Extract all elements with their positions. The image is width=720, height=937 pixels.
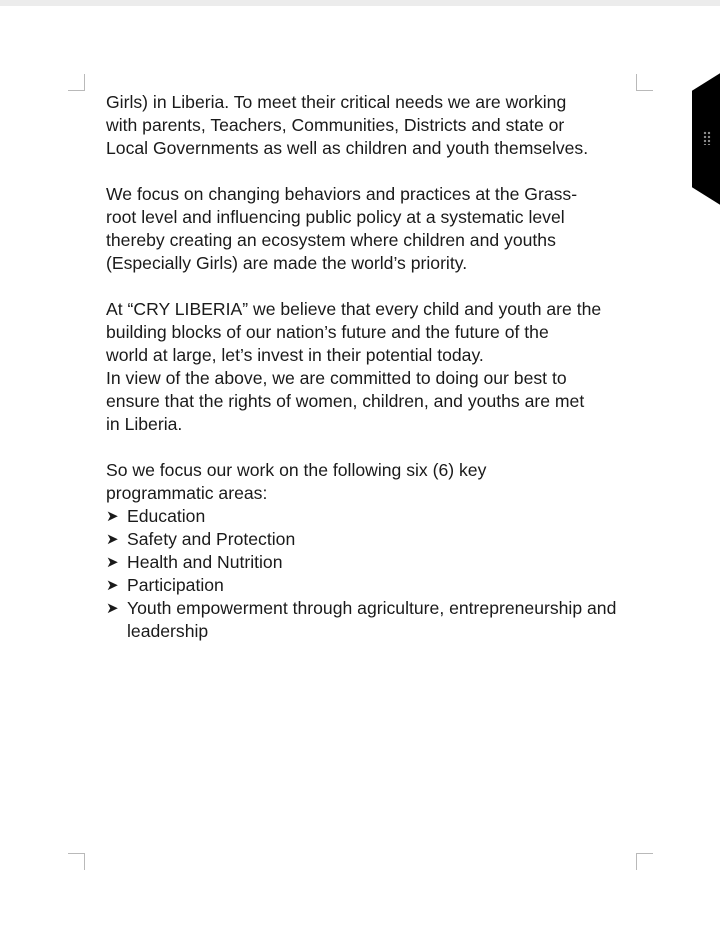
margin-corner-mark-bottom-left (68, 853, 85, 870)
text-line: building blocks of our nation’s future and the future of the (106, 322, 549, 342)
list-item (106, 551, 636, 574)
list-item-text: Health and Nutrition (127, 552, 283, 572)
text-line: We focus on changing behaviors and practices at the Grass- (106, 184, 578, 204)
text-line: Local Governments as well as children and youth themselves. (106, 138, 589, 158)
list-item (106, 597, 636, 643)
paragraph-2 (106, 183, 636, 275)
margin-corner-mark-top-right (636, 74, 653, 91)
arrow-bullet-icon: ➤ (106, 508, 119, 525)
list-item-text: Participation (127, 575, 224, 595)
arrow-bullet-icon: ➤ (106, 554, 119, 571)
text-line: in Liberia. (106, 414, 183, 434)
margin-corner-mark-bottom-right (636, 853, 653, 870)
text-line: So we focus our work on the following six (6) key (106, 460, 487, 480)
drag-grip-icon[interactable] (703, 131, 711, 145)
text-line: world at large, let’s invest in their potential today. (106, 345, 484, 365)
text-line: Girls) in Liberia. To meet their critical needs we are working (106, 92, 567, 112)
text-line: ensure that the rights of women, children, and youths are met (106, 391, 585, 411)
text-line: In view of the above, we are committed to doing our best to (106, 368, 567, 388)
margin-corner-mark-top-left (68, 74, 85, 91)
arrow-bullet-icon: ➤ (106, 531, 119, 548)
text-line: At “CRY LIBERIA” we believe that every child and youth are the (106, 299, 602, 319)
list-item (106, 528, 636, 551)
list-item-text: Youth empowerment through agriculture, entrepreneurship and leadership (127, 598, 617, 641)
text-line: root level and influencing public policy at a systematic level (106, 207, 565, 227)
text-line: (Especially Girls) are made the world’s priority. (106, 253, 468, 273)
top-toolbar-edge (0, 0, 720, 6)
list-item (106, 574, 636, 597)
text-line: thereby creating an ecosystem where children and youths (106, 230, 556, 250)
paragraph-1 (106, 91, 636, 160)
document-body (106, 91, 636, 643)
program-areas-list (106, 505, 636, 643)
list-item (106, 505, 636, 528)
list-item-text: Education (127, 506, 206, 526)
paragraph-3 (106, 298, 636, 436)
list-item-text: Safety and Protection (127, 529, 296, 549)
text-line: with parents, Teachers, Communities, Districts and state or (106, 115, 565, 135)
paragraph-4 (106, 459, 636, 505)
arrow-bullet-icon: ➤ (106, 600, 119, 617)
arrow-bullet-icon: ➤ (106, 577, 119, 594)
text-line: programmatic areas: (106, 483, 268, 503)
